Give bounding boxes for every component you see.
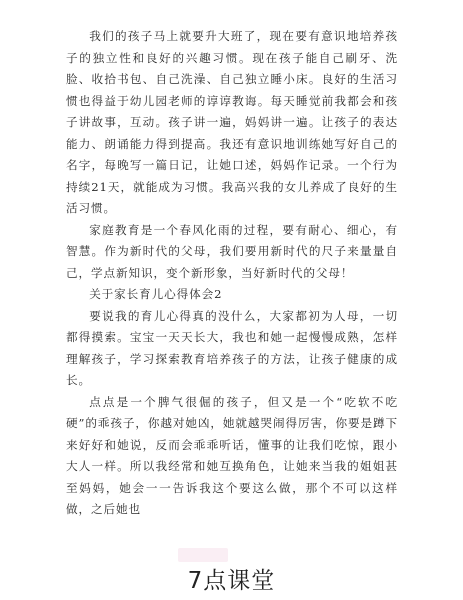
paragraph-3: 要说我的育儿心得真的没什么，大家都初为人母，一切都得摸索。宝宝一天天长大，我也和她一起慢慢成熟，怎样理解孩子，学习探索教育培养孩子的方法，让孩子健康的成长。: [66, 308, 398, 387]
pink-highlight-mark: [178, 548, 228, 562]
section-heading: 关于家长育儿心得体会2: [89, 287, 223, 301]
paragraph-4: 点点是一个脾气很倔的孩子，但又是一个“吃软不吃硬”的乖孩子，你越对她凶，她就越哭闹得厉害，你要是蹲下来好好和她说，反而会乖乖听话，懂事的让我们吃惊，跟小大人一样。所以我经常和她互换角色，让她来当我的姐姐甚至妈妈，她会一一告诉我这个要这么做，那个不可以这样做，之后她也: [66, 394, 398, 516]
paragraph-1: 我们的孩子马上就要升大班了，现在要有意识地培养孩子的独立性和良好的兴趣习惯。现在孩子能自己刷牙、洗脸、收拾书包、自己洗澡、自己独立睡小床。良好的生活习惯也得益于幼儿园老师的谆谆教诲。每天睡觉前我都会和孩子讲故事，互动。孩子讲一遍，妈妈讲一遍。让孩子的表达能力、朗诵能力得到提高。我还有意识地训练她写好自己的名字，每晚写一篇日记，让她口述，妈妈作记录。一个行为持续21天，就能成为习惯。我高兴我的女儿养成了良好的生活习惯。: [66, 29, 398, 215]
paragraph-2: 家庭教育是一个春风化雨的过程，要有耐心、细心，有智慧。作为新时代的父母，我们要用新时代的尺子来量量自己，学点新知识，变个新形象，当好新时代的父母！: [66, 222, 398, 280]
article-body: [66, 26, 398, 521]
watermark-text: 7点课堂: [187, 568, 276, 594]
